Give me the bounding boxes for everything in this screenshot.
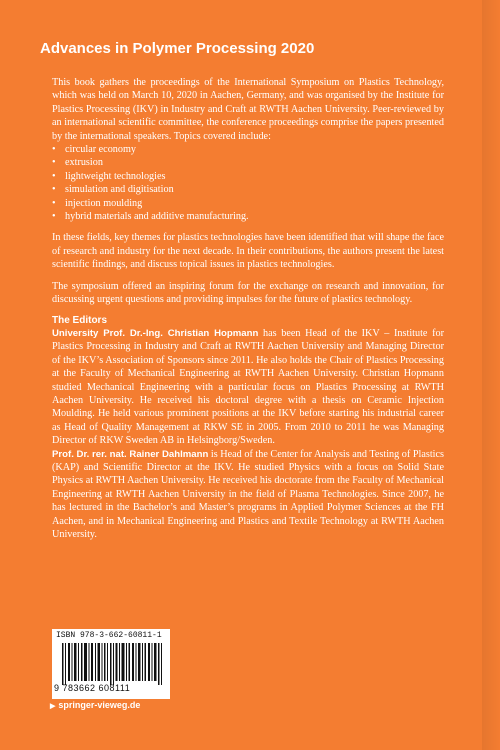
editors-heading: The Editors: [52, 314, 108, 326]
list-item: • injection moulding: [52, 197, 444, 210]
symposium-paragraph: The symposium offered an inspiring forum for the exchange on research and innovation, for discussing urgent questions and providing impulses for the future of plastics technology.: [52, 280, 444, 306]
cover-text: [52, 76, 444, 541]
editor-1-name: University Prof. Dr.-Ing. Christian Hopmann: [52, 327, 259, 339]
list-item: • simulation and digitisation: [52, 183, 444, 196]
editor-1-bio: [52, 327, 444, 448]
list-item: • hybrid materials and additive manufacturing.: [52, 210, 444, 223]
publisher-url: springer-vieweg.de: [58, 700, 141, 710]
editor-2-name: Prof. Dr. rer. nat. Rainer Dahlmann: [52, 448, 209, 460]
topics-list: [52, 143, 444, 223]
list-item: • extrusion: [52, 156, 444, 169]
barcode-number: 9 783662 608111: [54, 683, 131, 693]
spine-shadow: [482, 0, 500, 750]
intro-paragraph: This book gathers the proceedings of the International Symposium on Plastics Technology, which was held on March 10, 2020 in Aachen, Germany, and was organised by the Institute for Plastics Processing (IKV) in Industry and Craft at RWTH Aachen University. Peer-reviewed by an international scientific committee, the conference proceedings comprise the papers presented by the international speakers. Topics covered include:: [52, 77, 444, 142]
publisher-link[interactable]: [50, 700, 140, 710]
editor-2-text: is Head of the Center for Analysis and Testing of Plastics (KAP) and Scientific Director at the IKV. He studied Physics with a focus on Solid State Physics at RWTH Aachen University. He received his doctorate from the Faculty of Mechanical Engineering at RWTH Aachen University in the field of Plasma Technologies. Since 2007, he has lectured in the Bachelor’s and Master’s programs in Applied Polymer Sciences at the FH Aachen, and in Mechanical Engineering and Plastics and Textile Technology at RWTH Aachen University.: [52, 448, 444, 540]
themes-paragraph: In these fields, key themes for plastics technologies have been identified that will shape the face of research and industry for the next decade. In their contributions, the authors present the latest scientific findings, and discuss topical issues in plastics technologies.: [52, 232, 444, 271]
barcode-panel: [52, 629, 170, 699]
list-item: • circular economy: [52, 143, 444, 156]
barcode-icon: [62, 643, 164, 685]
isbn-label: ISBN 978-3-662-60811-1: [56, 631, 162, 640]
list-item: • lightweight technologies: [52, 170, 444, 183]
editor-2-bio: [52, 448, 444, 542]
arrow-right-icon: ▶: [50, 703, 56, 710]
book-title: Advances in Polymer Processing 2020: [40, 40, 315, 57]
editor-1-text: has been Head of the IKV – Institute for Plastics Processing in Industry and Craft at RWTH Aachen University and Managing Director of the IKV’s Association of Sponsors since 2011. He also holds the Chair of Plastics Processing at the Faculty of Mechanical Engineering at RWTH Aachen University. Christian Hopmann studied Mechanical Engineering with a particular focus on Plastics Processing at RWTH Aachen University. He received his doctoral degree with a thesis on Ceramic Injection Moulding. He held various prominent positions at the IKV before starting his industrial career as Head of Quality Management at RKW SE in 2005. From 2010 to 2011 he was Managing Director of RKW Sweden AB in Helsingborg/Sweden.: [52, 327, 444, 447]
